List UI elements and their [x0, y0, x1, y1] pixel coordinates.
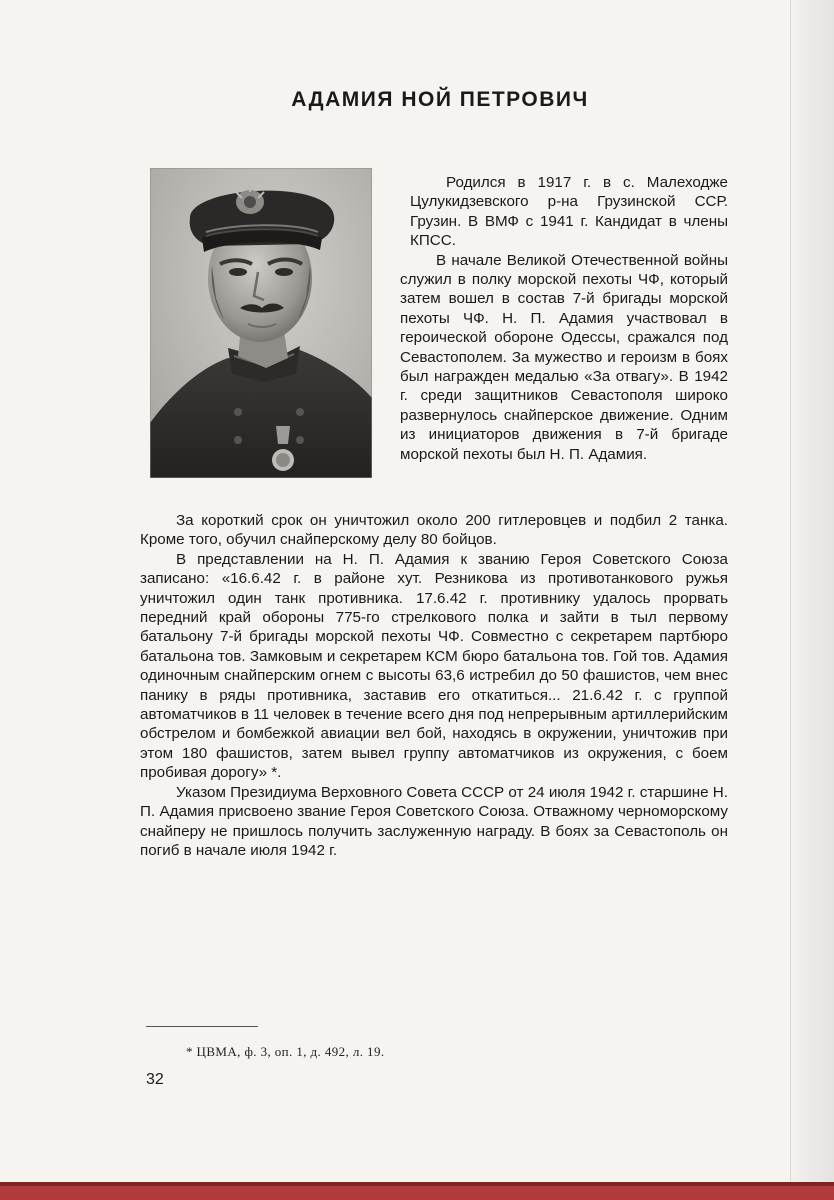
footnote: * ЦВМА, ф. 3, оп. 1, д. 492, л. 19.: [186, 1044, 385, 1059]
book-cover-edge-shadow: [0, 1182, 834, 1186]
full-text-block: [140, 511, 728, 860]
paragraph-birth: Родился в 1917 г. в с. Малеходже Цулукидзевского р-на Грузинской ССР. Грузин. В ВМФ с 1941 г. Кандидат в члены КПСС.: [410, 174, 728, 250]
portrait-photo-icon: [150, 168, 372, 478]
page-edge-shadow: [788, 0, 834, 1200]
page-number: 32: [146, 1071, 164, 1088]
paragraph-achievements: За короткий срок он уничтожил около 200 гитлеровцев и подбил 2 танка. Кроме того, обучил снайперскому делу 80 бойцов.: [140, 512, 728, 549]
side-text-block: [400, 173, 728, 464]
paragraph-hero-decree: Указом Президиума Верховного Совета СССР от 24 июля 1942 г. старшине Н. П. Адамия присвоено звание Героя Советского Союза. Отважному черноморскому снайперу не пришлось получить заслуженную награду. В боях за Севастополь он погиб в начале июля 1942 г.: [140, 783, 728, 859]
footnote-rule: [146, 1026, 258, 1027]
page-fold-line: [790, 0, 791, 1200]
paragraph-war-service: В начале Великой Отечественной войны служил в полку морской пехоты ЧФ, который затем вошел в состав 7-й бригады морской пехоты ЧФ. Н. П. Адамия участвовал в героической обороне Одессы, сражался под Севастополем. За мужество и героизм в боях был награжден медалью «За отвагу». В 1942 г. среди защитников Севастополя широко развернулось снайперское движение. Одним из инициаторов движения в 7-й бригаде морской пехоты был Н. П. Адамия.: [400, 251, 728, 463]
page-title: АДАМИЯ НОЙ ПЕТРОВИЧ: [291, 88, 589, 111]
paragraph-nomination-quote: В представлении на Н. П. Адамия к званию Героя Советского Союза записано: «16.6.42 г. в районе хут. Резникова из противотанкового ружья уничтожил один танк противника. 17.6.42 г. противнику удалось прорвать передний край обороны 775-го стрелкового полка и зайти в тыл первому батальону 7-й бригады морской пехоты ЧФ. Совместно с секретарем партбюро батальона тов. Замковым и секретарем КСМ бюро батальона тов. Гой тов. Адамия одиночным снайперским огнем с высоты 63,6 истребил до 50 фашистов, чем внес панику в ряды противника, заставив его откатиться... 21.6.42 г. с группой автоматчиков в 11 человек в течение всего дня под непрерывным артиллерийским обстрелом и бомбежкой авиации вел бой, находясь в окружении, уничтожив при этом 180 фашистов, затем вывел группу автоматчиков из окружения, с боем пробивая дорогу» *.: [140, 550, 728, 782]
